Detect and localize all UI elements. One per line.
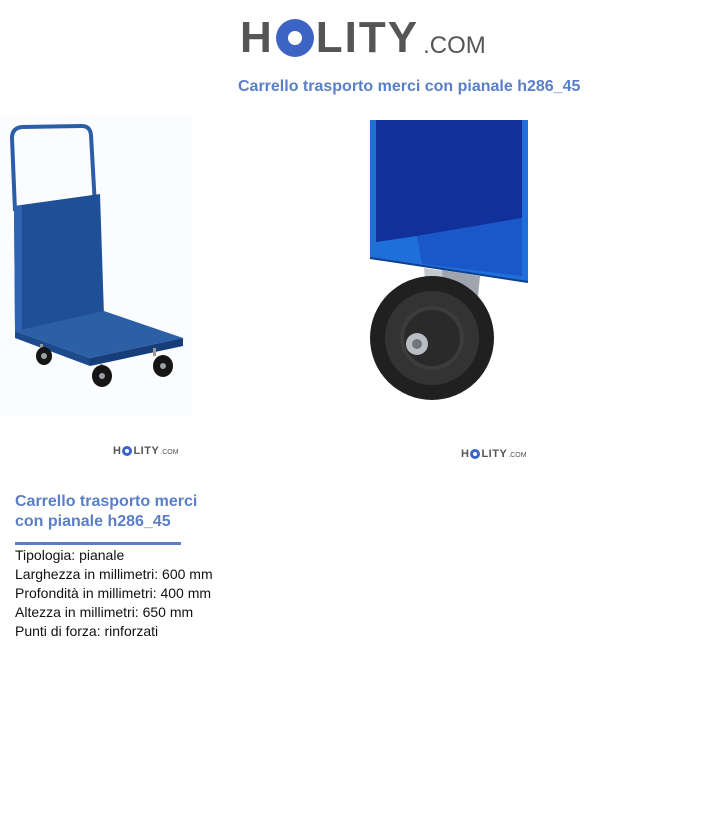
spec-item: Punti di forza: rinforzati [15,623,159,639]
watermark-logo-1 [113,446,179,457]
product-image-wheel-detail [362,118,530,404]
spec-list [15,546,213,641]
spec-item: Tipologia: pianale [15,547,125,563]
logo-suffix: .COM [423,32,486,59]
watermark-logo-2 [461,449,527,460]
product-title: Carrello trasporto merci con pianale h286_45 [15,493,198,530]
watermark-o-icon [122,446,132,456]
logo-o-icon [276,19,314,57]
product-image-cart [0,116,192,416]
watermark-suffix: .COM [508,452,527,459]
watermark-o-icon [470,449,480,459]
title-divider [15,542,181,545]
spec-item: Profondità in millimetri: 400 mm [15,585,212,601]
site-logo[interactable] [240,13,486,62]
watermark-word: LITY [133,445,160,457]
spec-item: Larghezza in millimetri: 600 mm [15,566,213,582]
watermark-word: LITY [481,448,508,460]
watermark-h: H [113,445,122,457]
watermark-h: H [461,448,470,460]
page-title: Carrello trasporto merci con pianale h286_45 [238,78,581,95]
spec-item: Altezza in millimetri: 650 mm [15,604,194,620]
watermark-suffix: .COM [160,449,179,456]
logo-letter-h: H [240,13,274,62]
logo-word: LITY [315,13,420,62]
